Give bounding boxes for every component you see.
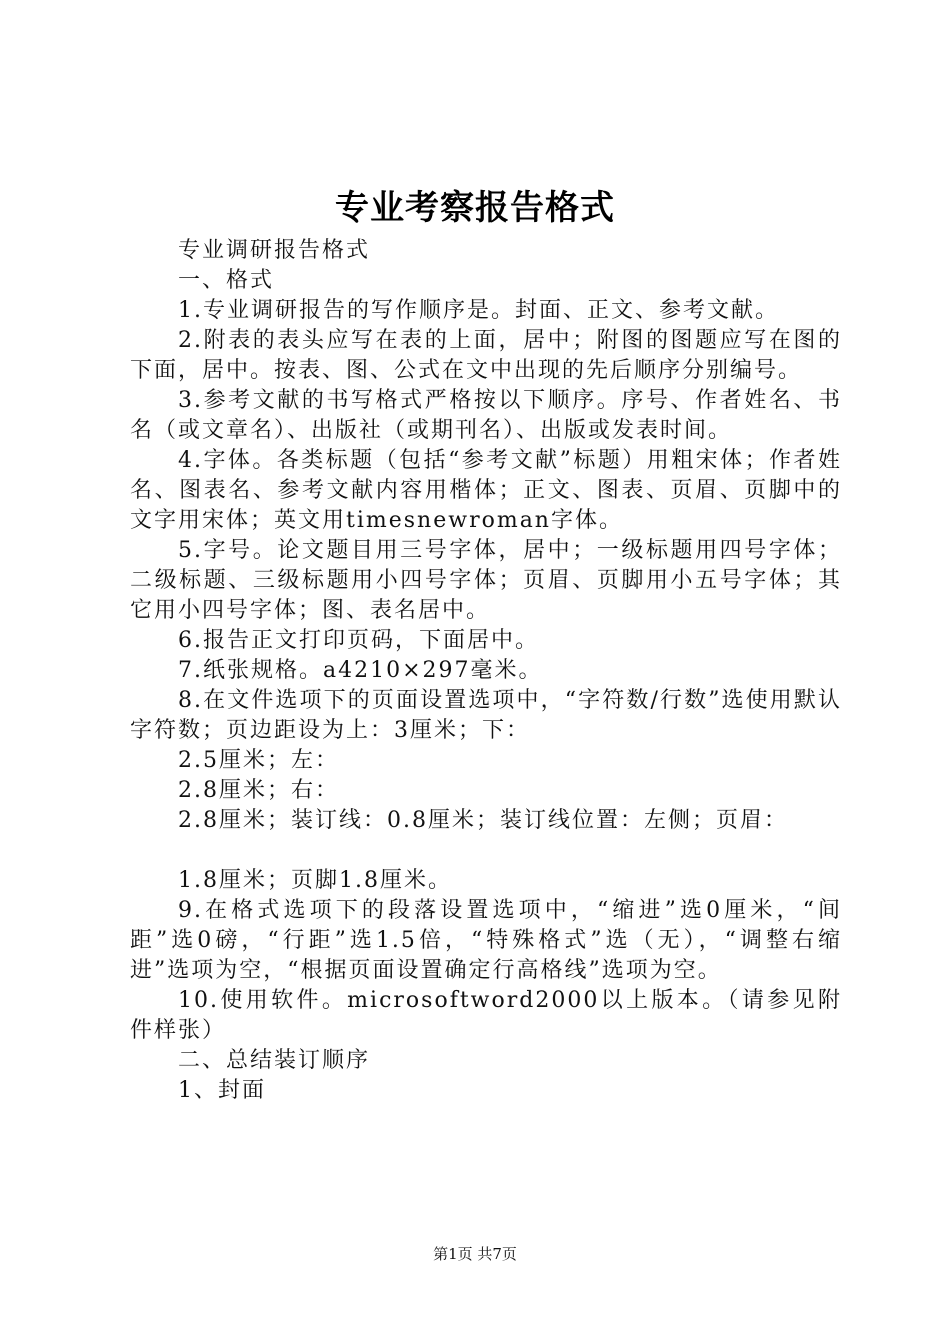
paragraph-item-7: 7.纸张规格。a4210×297毫米。 [178,658,543,683]
paragraph-item-2: 2.附表的表头应写在表的上面，居中；附图的图题应写在图的下面，居中。按表、图、公式在文中出现的先后顺序分别编号。 [130,328,842,383]
paragraph-header-footer: 1.8厘米；页脚1.8厘米。 [178,868,452,893]
paragraph-cover: 1、封面 [178,1078,266,1103]
paragraph-heading: 专业调研报告格式 [178,238,371,263]
paragraph-item-9: 9.在格式选项下的段落设置选项中，“缩进”选0厘米，“间距”选0磅，“行距”选1.5倍，“特殊格式”选（无），“调整右缩进”选项为空，“根据页面设置确定行高格线”选项为空。 [130,898,842,983]
document-title: 专业考察报告格式 [335,188,615,228]
paragraph-item-1: 1.专业调研报告的写作顺序是。封面、正文、参考文献。 [178,298,779,323]
paragraph-item-3: 3.参考文献的书写格式严格按以下顺序。序号、作者姓名、书名（或文章名）、出版社（或期刊名）、出版或发表时间。 [130,388,842,443]
paragraph-item-10: 10.使用软件。microsoftword2000以上版本。（请参见附件样张） [130,988,842,1043]
section-heading-format: 一、格式 [178,268,275,293]
page-footer: 第1页 共7页 [433,1245,517,1263]
paragraph-margin-bottom: 2.5厘米；左： [178,748,339,773]
section-heading-binding-order: 二、总结装订顺序 [178,1048,371,1073]
paragraph-item-6: 6.报告正文打印页码，下面居中。 [178,628,539,653]
paragraph-item-5: 5.字号。论文题目用三号字体，居中；一级标题用四号字体；二级标题、三级标题用小四号字体；页眉、页脚用小五号字体；其它用小四号字体；图、表名居中。 [130,538,842,623]
paragraph-item-8: 8.在文件选项下的页面设置选项中，“字符数/行数”选使用默认字符数；页边距设为上：3厘米；下： [130,688,842,743]
paragraph-margin-right: 2.8厘米；装订线：0.8厘米；装订线位置：左侧；页眉： [178,808,788,833]
paragraph-margin-left: 2.8厘米；右： [178,778,339,803]
paragraph-item-4: 4.字体。各类标题（包括“参考文献”标题）用粗宋体；作者姓名、图表名、参考文献内容用楷体；正文、图表、页眉、页脚中的文字用宋体；英文用timesnewroman字体。 [130,448,842,533]
document-body [130,236,842,1106]
